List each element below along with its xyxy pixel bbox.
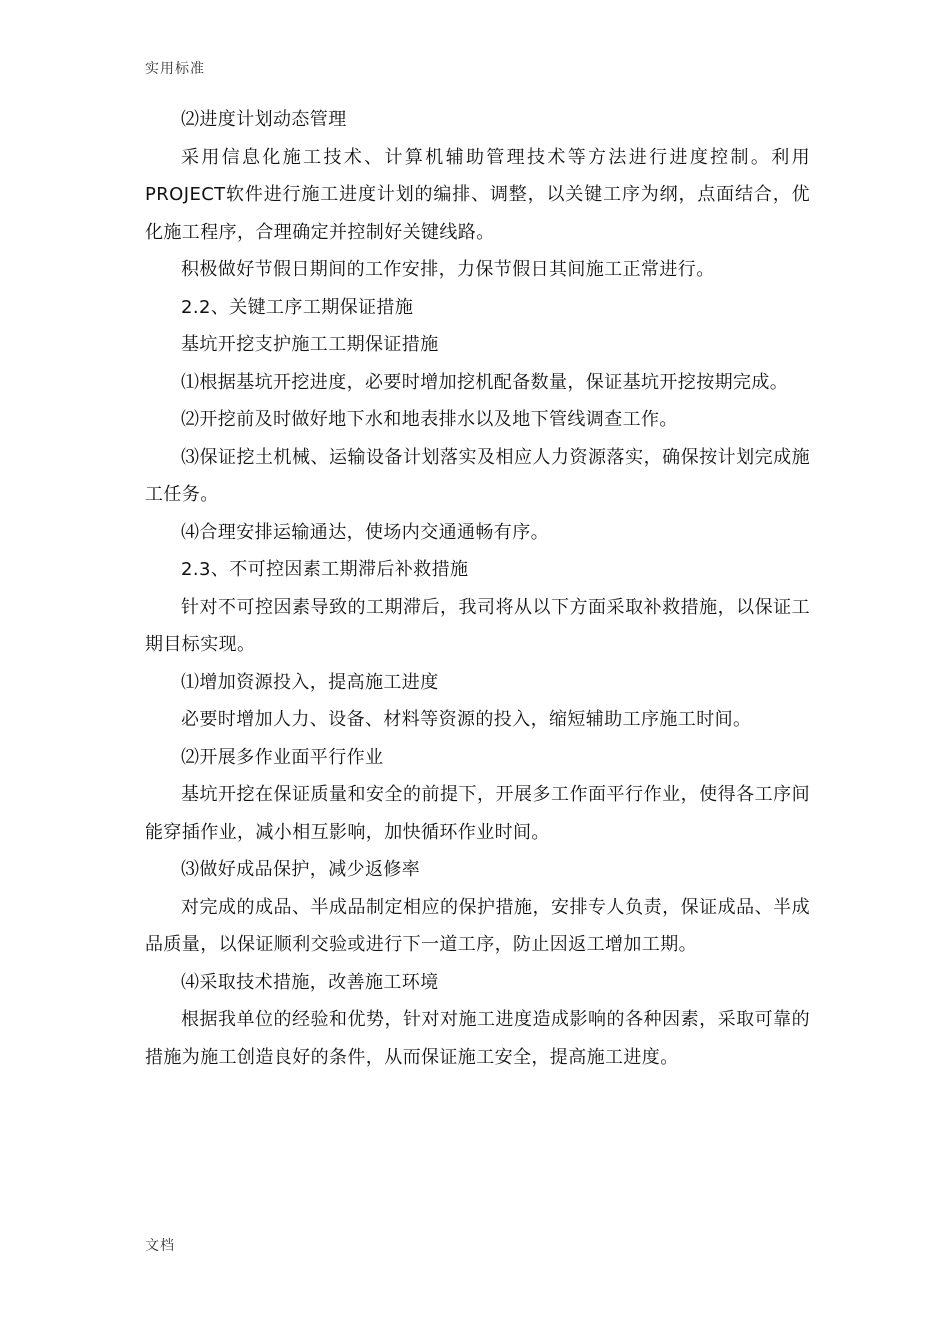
paragraph-remedial-3: 对完成的成品、半成品制定相应的保护措施，安排专人负责，保证成品、半成品质量，以保证顺利交验或进行下一道工序，防止因返工增加工期。	[145, 896, 810, 955]
list-item-remedial-4-heading: ⑷采取技术措施，改善施工环境	[181, 971, 439, 993]
paragraph-remedial-2: 基坑开挖在保证质量和安全的前提下，开展多工作面平行作业，使得各工序间能穿插作业，减小相互影响，加快循环作业时间。	[145, 784, 810, 843]
paragraph-holiday-arrangement: 积极做好节假日期间的工作安排，力保节假日其间施工正常进行。	[181, 259, 715, 280]
paragraph-progress-plan-heading: ⑵进度计划动态管理	[181, 109, 347, 130]
list-item-excavation-4: ⑷合理安排运输通达，使场内交通通畅有序。	[181, 521, 549, 543]
list-item-excavation-1: ⑴根据基坑开挖进度，必要时增加挖机配备数量，保证基坑开挖按期完成。	[181, 371, 789, 393]
list-item-remedial-2-heading: ⑵开展多作业面平行作业	[181, 746, 384, 768]
paragraph-remedial-4: 根据我单位的经验和优势，针对对施工进度造成影响的各种因素，采取可靠的措施为施工创造良好的条件，从而保证施工安全，提高施工进度。	[145, 1009, 810, 1068]
section-heading-2-2: 2.2、关键工序工期保证措施	[181, 296, 414, 318]
list-item-excavation-2: ⑵开挖前及时做好地下水和地表排水以及地下管线调查工作。	[181, 409, 678, 430]
page-footer: 文档	[145, 1238, 175, 1254]
subsection-heading-excavation: 基坑开挖支护施工工期保证措施	[181, 334, 439, 355]
list-item-remedial-1-heading: ⑴增加资源投入，提高施工进度	[181, 671, 439, 693]
paragraph-progress-control: 采用信息化施工技术、计算机辅助管理技术等方法进行进度控制。利用PROJECT软件进行施工进度计划的编排、调整，以关键工序为纲，点面结合，优化施工程序，合理确定并控制好关键线路。	[145, 146, 810, 243]
section-heading-2-3: 2.3、不可控因素工期滞后补救措施	[181, 559, 469, 580]
paragraph-remedial-1: 必要时增加人力、设备、材料等资源的投入，缩短辅助工序施工时间。	[181, 709, 752, 730]
paragraph-remedial-intro: 针对不可控因素导致的工期滞后，我司将从以下方面采取补救措施，以保证工期目标实现。	[145, 596, 810, 655]
document-body	[145, 101, 810, 1076]
list-item-excavation-3: ⑶保证挖土机械、运输设备计划落实及相应人力资源落实，确保按计划完成施工任务。	[145, 446, 810, 505]
list-item-remedial-3-heading: ⑶做好成品保护，减少返修率	[181, 859, 421, 880]
page-header: 实用标准	[145, 61, 205, 77]
